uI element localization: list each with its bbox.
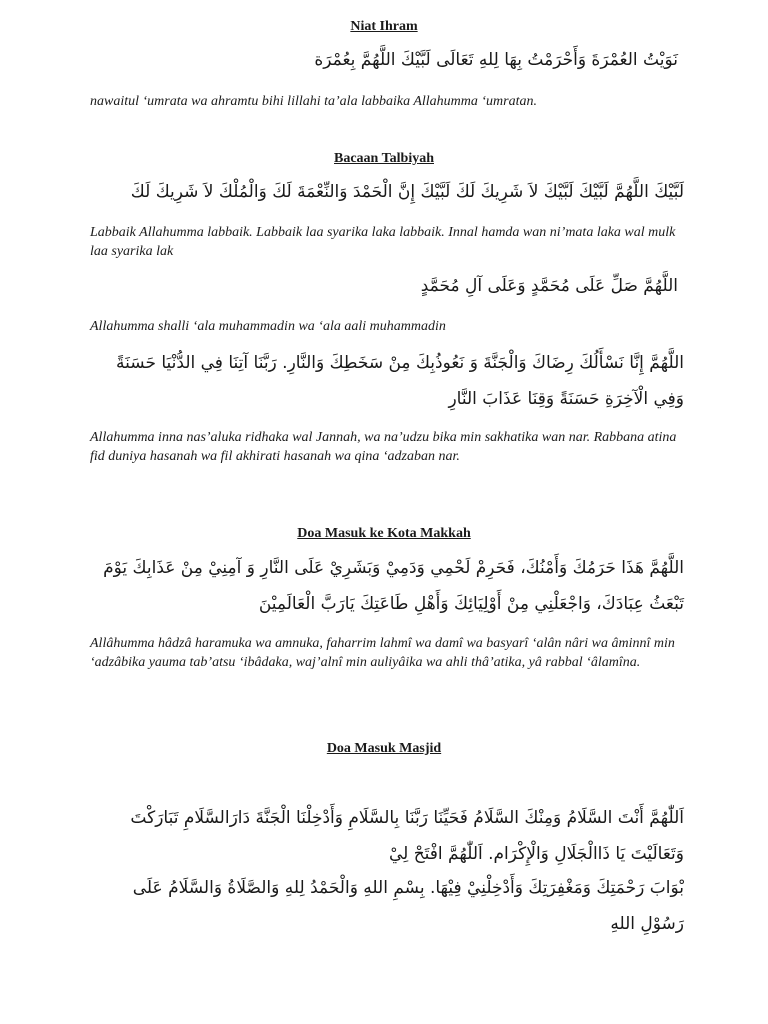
latin-doa-masuk-makkah: Allâhumma hâdzâ haramuka wa amnuka, faharrim lahmî wa damî wa basyarî ‘alân nâri wa âminnî min ‘adzâbika yauma tab’atsu ‘ibâdaka, waj’alnî min auliyâika wa ahli thâ’atika, yâ rabbal ‘âlamîna.: [90, 636, 675, 670]
arabic-doa-masuk-makkah: اللَّهُمَّ هَذَا حَرَمُكَ وَأَمْنُكَ، فَحَرِمْ لَحْمِي وَدَمِيْ وَبَشَرِيْ عَلَى النَّارِ وَ آمِنِيْ مِنْ عَذَابِكَ يَوْمَ تَبْعَثُ عِبَادَكَ، وَاجْعَلْنِي مِنْ أَوْلِيَائِكَ وَأَهْلِ طَاعَتِكَ يَارَبَّ الْعَالَمِيْنَ: [103, 558, 684, 614]
arabic-doa-ridha: اللَّهُمَّ إِنَّا نَسْأَلُكَ رِضَاكَ وَالْجَنَّةَ وَ نَعُوذُبِكَ مِنْ سَخَطِكَ وَالنَّارِ. رَبَّنَا آتِنَا فِي الدُّنْيَا حَسَنَةً وَفِي الْآخِرَةِ حَسَنَةً وَقِنَا عَذَابَ النَّارِ: [116, 353, 684, 409]
latin-talbiyah: Labbaik Allahumma labbaik. Labbaik laa syarika laka labbaik. Innal hamda wan ni’mata laka wal mulk laa syarika lak: [90, 225, 676, 259]
latin-shalawat: Allahumma shalli ‘ala muhammadin wa ‘ala aali muhammadin: [90, 319, 446, 334]
heading-doa-masuk-makkah: Doa Masuk ke Kota Makkah: [297, 526, 471, 541]
latin-doa-ridha: Allahumma inna nas’aluka ridhaka wal Jannah, wa na’udzu bika min sakhatika wan nar. Rabbana atina fid duniya hasanah wa fil akhirati hasanah wa qina ‘adzaban nar.: [90, 430, 677, 464]
latin-niat-ihram: nawaitul ‘umrata wa ahramtu bihi lillahi ta’ala labbaika Allahumma ‘umratan.: [90, 94, 537, 109]
arabic-doa-masuk-masjid: اَللّٰهُمَّ أَنْتَ السَّلَامُ وَمِنْكَ السَّلَامُ فَحَيِّنَا رَبَّنَا بِالسَّلَامِ وَأَدْخِلْنَا الْجَنَّةَ دَارَالسَّلَامِ تَبَارَكْتَ وَتَعَالَيْتَ يَا ذَاالْجَلَالِ وَالْإِكْرَام. اَللّٰهُمَّ افْتَحْ لِيْ: [130, 808, 684, 864]
arabic-niat-ihram: نَوَيْتُ العُمْرَةَ وَأَحْرَمْتُ بِهَا لِلهِ تَعَالَى لَبَّيْكَ اللَّهُمَّ بِعُمْرَة: [314, 50, 678, 70]
heading-niat-ihram: Niat Ihram: [350, 19, 418, 34]
heading-doa-masuk-masjid: Doa Masuk Masjid: [326, 741, 442, 756]
arabic-shalawat: اللَّهُمَّ صَلِّ عَلَى مُحَمَّدٍ وَعَلَى آلِ مُحَمَّدٍ: [420, 276, 678, 296]
arabic-talbiyah: لَبَّيْكَ اللَّهُمَّ لَبَّيْكَ لَبَّيْكَ لاَ شَرِيكَ لَكَ لَبَّيْكَ إِنَّ الْحَمْدَ وَالنِّعْمَةَ لَكَ وَالْمُلْكَ لاَ شَرِيكَ لَكَ: [130, 182, 684, 202]
heading-bacaan-talbiyah: Bacaan Talbiyah: [334, 151, 434, 166]
arabic-doa-masuk-masjid-2: بْوَابَ رَحْمَتِكَ وَمَغْفِرَتِكَ وَأَدْخِلْنِيْ فِيْهَا. بِسْمِ اللهِ وَالْحَمْدُ لِلهِ وَالصَّلَاةُ وَالسَّلَامُ عَلَى رَسُوْلِ اللهِ: [132, 878, 684, 934]
